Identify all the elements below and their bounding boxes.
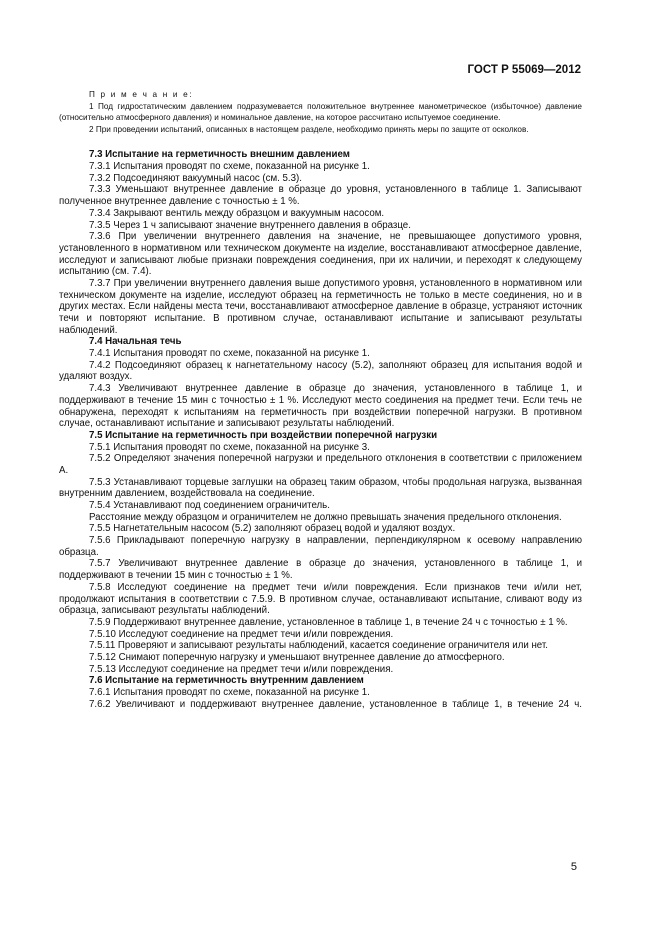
section-heading: 7.5 Испытание на герметичность при воздействии поперечной нагрузки: [89, 429, 438, 441]
paragraph: 7.4.2 Подсоединяют образец к нагнетательному насосу (5.2), заполняют образец для испытания водой и удаляют воздух.: [59, 359, 582, 383]
paragraph: 7.5.4 Устанавливают под соединением ограничитель.: [89, 500, 330, 511]
section-heading: 7.6 Испытание на герметичность внутренним давлением: [89, 675, 364, 687]
note-title: П р и м е ч а н и е:: [89, 90, 194, 99]
paragraph: 7.3.5 Через 1 ч записывают значение внутреннего давления в образце.: [89, 219, 411, 231]
paragraph: 7.3.7 При увеличении внутреннего давления выше допустимого уровня, установленного в нормативном или техническом документе на изделие, исследуют образец на герметичность не только в месте соединения, но и в других местах. Если найдены места течи, восстанавливают атмосферное давление в образце, устраняют источник течи и повторяют испытание. В противном случае, останавливают испытание и записывают результаты наблюдений.: [59, 277, 582, 336]
paragraph: 7.6.2 Увеличивают и поддерживают внутреннее давление, установленное в таблице 1, в течение 24 ч.: [89, 698, 582, 710]
paragraph: 7.5.1 Испытания проводят по схеме, показанной на рисунке 3.: [89, 441, 370, 453]
note-item-2: 2 При проведении испытаний, описанных в настоящем разделе, необходимо принять меры по защите от осколков.: [89, 124, 529, 134]
section-heading: 7.4 Начальная течь: [89, 336, 182, 348]
paragraph: 7.4.1 Испытания проводят по схеме, показанной на рисунке 1.: [89, 348, 370, 360]
paragraph: 7.6.1 Испытания проводят по схеме, показанной на рисунке 1.: [89, 687, 370, 698]
paragraph: 7.5.6 Прикладывают поперечную нагрузку в направлении, перпендикулярном к осевому направлению образца.: [59, 535, 582, 558]
paragraph: Расстояние между образцом и ограничителем не должно превышать значения предельного отклонения.: [89, 511, 562, 523]
paragraph: 7.5.2 Определяют значения поперечной нагрузки и предельного отклонения в соответствии с приложением А.: [59, 453, 582, 476]
main-text: [59, 149, 582, 710]
paragraph: 7.5.5 Нагнетательным насосом (5.2) заполняют образец водой и удаляют воздух.: [89, 523, 456, 535]
paragraph: 7.5.7 Увеличивают внутреннее давление в образце до значения, установленного в таблице 1, и поддерживают в течении 15 мин с точностью ± 1 %.: [59, 558, 582, 582]
paragraph: 7.5.13 Исследуют соединение на предмет течи и/или повреждения.: [89, 663, 394, 675]
paragraph: 7.5.11 Проверяют и записывают результаты наблюдений, касается соединение ограничителя или нет.: [89, 640, 548, 652]
paragraph: 7.5.10 Исследуют соединение на предмет течи и/или повреждения.: [89, 628, 394, 640]
note-item-1: 1 Под гидростатическим давлением подразумевается положительное внутреннее манометрическое (избыточное) давление (относительно атмосферного давления) и номинальное давление, на которое рассчитано испытуемое соединение.: [59, 101, 582, 123]
paragraph: 7.4.3 Увеличивают внутреннее давление в образце до значения, установленного в таблице 1, и поддерживают в течение 15 мин с точностью ± 1 %. Исследуют место соединения на предмет течи. Если течь не обнаружена, переходят к испытаниям на герметичность при воздействии поперечной нагрузки. В противном случае, останавливают испытание и записывают результаты наблюдений.: [59, 383, 582, 430]
paragraph: 7.5.9 Поддерживают внутреннее давление, установленное в таблице 1, в течение 24 ч с точностью ± 1 %.: [89, 616, 568, 628]
paragraph: 7.5.3 Устанавливают торцевые заглушки на образец таким образом, чтобы продольная нагрузка, вызванная внутренним давлением, воздействовала на соединение.: [59, 476, 582, 500]
paragraph: 7.5.12 Снимают поперечную нагрузку и уменьшают внутреннее давление до атмосферного.: [89, 651, 505, 663]
paragraph: 7.5.8 Исследуют соединение на предмет течи и/или повреждения. Если признаков течи и/или нет, продолжают испытания в соответствии с 7.5.9. В противном случае, останавливают испытание, сливают воду из образца, записывают результаты наблюдений.: [59, 581, 582, 617]
document-id-header: ГОСТ Р 55069—2012: [467, 64, 581, 76]
page-number: 5: [570, 861, 577, 873]
paragraph: 7.3.1 Испытания проводят по схеме, показанной на рисунке 1.: [89, 161, 370, 173]
paragraph: 7.3.4 Закрывают вентиль между образцом и вакуумным насосом.: [89, 207, 385, 219]
paragraph: 7.3.6 При увеличении внутреннего давления на значение, не превышающее допустимого уровня, установленного в нормативном или техническом документе на изделие, восстанавливают атмосферное давление, исследуют и записывают любые признаки повреждения соединения, при их наличии, и переходят к следующему испытанию (см. 7.4).: [59, 231, 582, 278]
page-content: [59, 89, 582, 710]
section-heading: 7.3 Испытание на герметичность внешним давлением: [89, 149, 350, 161]
paragraph: 7.3.2 Подсоединяют вакуумный насос (см. 5.3).: [89, 172, 302, 184]
paragraph: 7.3.3 Уменьшают внутреннее давление в образце до уровня, установленного в таблице 1. Записывают полученное внутреннее давление с точностью ± 1 %.: [59, 184, 582, 208]
note-block: [59, 89, 582, 135]
